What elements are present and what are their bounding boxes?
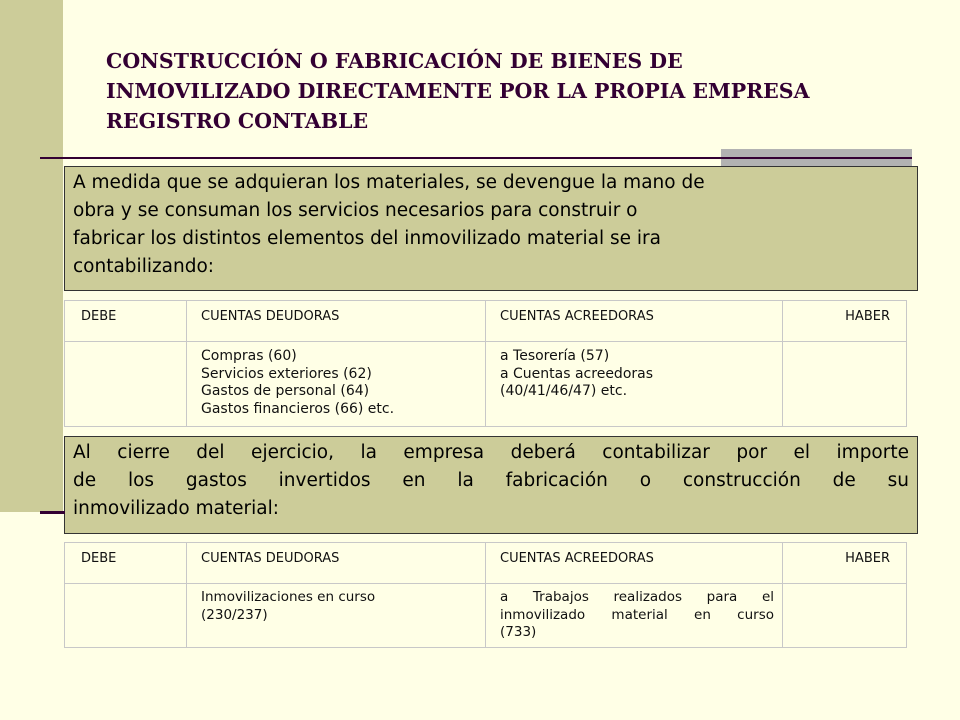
slide-title bbox=[106, 46, 926, 136]
acreedora-account: (40/41/46/47) etc. bbox=[500, 383, 628, 399]
acreedora-account: (733) bbox=[500, 624, 537, 640]
header-acreedoras-label: CUENTAS ACREEDORAS bbox=[500, 309, 654, 324]
ledger-table-capitalization bbox=[64, 542, 907, 648]
intro-line-3: fabricar los distintos elementos del inmovilizado material se ira bbox=[73, 228, 661, 249]
haber-amount-cell bbox=[783, 342, 907, 427]
deudora-account: (230/237) bbox=[201, 606, 268, 623]
header-haber bbox=[783, 301, 907, 342]
deudora-account: Compras (60) bbox=[201, 348, 297, 364]
acreedora-account: a Cuentas acreedoras bbox=[500, 365, 654, 382]
deudora-account: Servicios exteriores (62) bbox=[201, 365, 372, 382]
acreedoras-cell bbox=[486, 584, 783, 648]
title-line-1: CONSTRUCCIÓN O FABRICACIÓN DE BIENES DE bbox=[106, 49, 683, 73]
deudora-account: Gastos financieros (66) etc. bbox=[201, 400, 395, 417]
ledger-entry-row bbox=[65, 342, 907, 427]
deudoras-cell bbox=[187, 584, 486, 648]
header-debe bbox=[65, 301, 187, 342]
left-accent-band bbox=[0, 0, 63, 512]
haber-amount-cell bbox=[783, 584, 907, 648]
closing-line-3: inmovilizado material: bbox=[73, 498, 280, 519]
header-debe-label: DEBE bbox=[81, 551, 117, 566]
decorative-gray-bar-bottom bbox=[721, 159, 912, 166]
intro-line-2: obra y se consuman los servicios necesarios para construir o bbox=[73, 200, 638, 221]
closing-line-2: de los gastos invertidos en la fabricación o construcción de su bbox=[73, 470, 909, 491]
header-acreedoras-label: CUENTAS ACREEDORAS bbox=[500, 551, 654, 566]
acreedora-account: inmovilizado material en curso bbox=[500, 606, 774, 623]
deudora-account: Inmovilizaciones en curso bbox=[201, 589, 376, 605]
ledger-header-row bbox=[65, 543, 907, 584]
header-deudoras-label: CUENTAS DEUDORAS bbox=[201, 551, 340, 566]
debe-amount-cell bbox=[65, 584, 187, 648]
acreedora-account: a Tesorería (57) bbox=[500, 348, 610, 364]
header-debe-label: DEBE bbox=[81, 309, 117, 324]
header-haber bbox=[783, 543, 907, 584]
closing-line-1: Al cierre del ejercicio, la empresa deberá contabilizar por el importe bbox=[73, 442, 909, 463]
deudora-account: Gastos de personal (64) bbox=[201, 383, 370, 399]
header-cuentas-deudoras bbox=[187, 543, 486, 584]
header-cuentas-acreedoras bbox=[486, 301, 783, 342]
header-cuentas-acreedoras bbox=[486, 543, 783, 584]
acreedoras-cell bbox=[486, 342, 783, 427]
header-haber-label: HABER bbox=[845, 309, 890, 324]
title-line-3: REGISTRO CONTABLE bbox=[106, 109, 369, 133]
header-cuentas-deudoras bbox=[187, 301, 486, 342]
intro-text-box bbox=[64, 166, 918, 291]
header-haber-label: HABER bbox=[845, 551, 890, 566]
title-line-2: INMOVILIZADO DIRECTAMENTE POR LA PROPIA EMPRESA bbox=[106, 79, 810, 103]
acreedora-account: a Trabajos realizados para el bbox=[500, 589, 774, 605]
ledger-entry-row bbox=[65, 584, 907, 648]
header-deudoras-label: CUENTAS DEUDORAS bbox=[201, 309, 340, 324]
ledger-header-row bbox=[65, 301, 907, 342]
ledger-table-purchases bbox=[64, 300, 907, 427]
header-debe bbox=[65, 543, 187, 584]
deudoras-cell bbox=[187, 342, 486, 427]
debe-amount-cell bbox=[65, 342, 187, 427]
closing-text-box bbox=[64, 436, 918, 534]
intro-line-4: contabilizando: bbox=[73, 256, 215, 277]
intro-line-1: A medida que se adquieran los materiales, se devengue la mano de bbox=[73, 172, 705, 193]
left-divider-rule bbox=[40, 511, 65, 514]
